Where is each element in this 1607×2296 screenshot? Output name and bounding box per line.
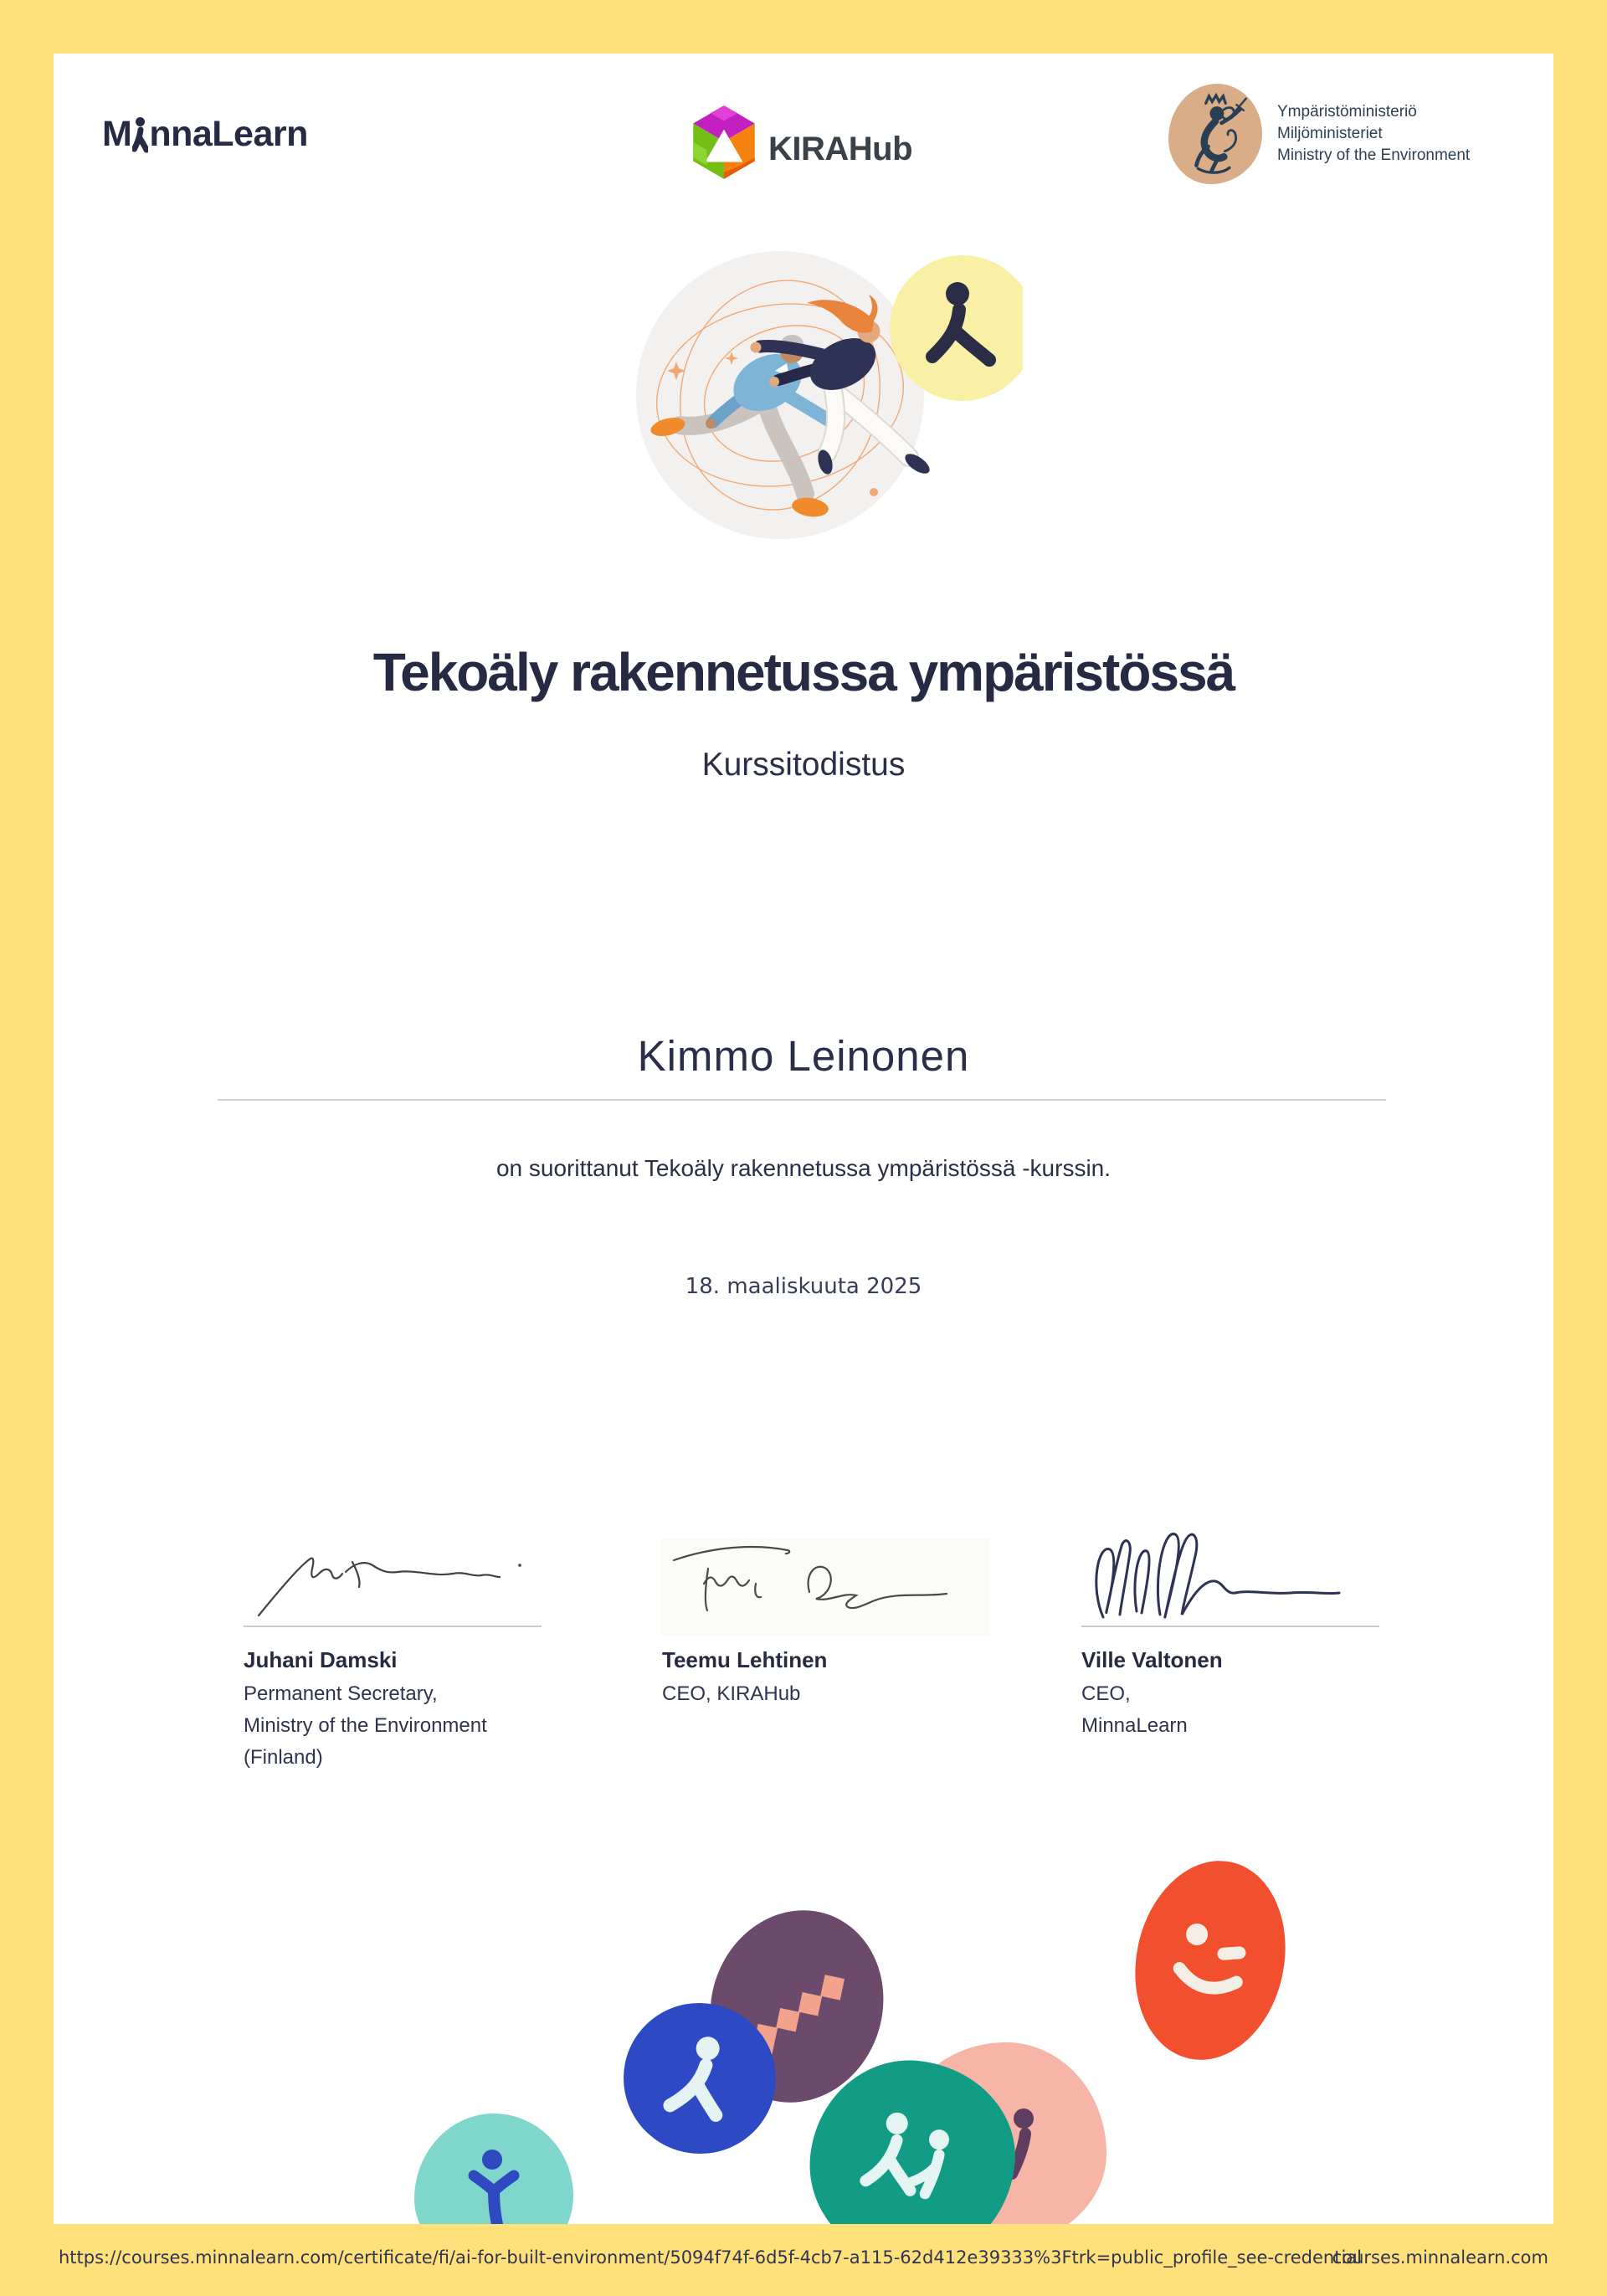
- signature-juhani-damski: [244, 1533, 542, 1626]
- signatory-name: Teemu Lehtinen: [662, 1647, 828, 1672]
- footer-bar: [0, 2224, 1607, 2296]
- signature-block-teemu-lehtinen: [662, 1490, 960, 1710]
- arms-up-person-icon: [454, 2148, 534, 2224]
- certificate-sheet: [54, 54, 1553, 2224]
- minnalearn-person-i-icon: [132, 117, 148, 154]
- runners-illustration: [621, 236, 1023, 554]
- completion-statement: on suorittanut Tekoäly rakennetussa ympäristössä -kurssin.: [495, 1155, 1112, 1181]
- minnalearn-logo: [102, 114, 308, 155]
- signature-line: [1081, 1490, 1379, 1627]
- signature-ville-valtonen: [1081, 1496, 1379, 1626]
- recipient-divider: [218, 1099, 1386, 1101]
- ministry-line-en: Ministry of the Environment: [1277, 146, 1471, 164]
- signature-block-ville-valtonen: [1081, 1490, 1379, 1742]
- recipient-name: Kimmo Leinonen: [637, 1032, 970, 1080]
- ministry-logo: [1168, 84, 1470, 184]
- kirahub-knot-icon: [688, 102, 760, 184]
- signature-teemu-lehtinen: [662, 1533, 960, 1626]
- minnalearn-logo-prefix: M: [102, 114, 132, 154]
- certificate-type: Kurssitodistus: [701, 747, 906, 783]
- signatory-role: CEO, KIRAHub: [662, 1682, 801, 1705]
- signatory-name: Juhani Damski: [244, 1647, 398, 1672]
- two-people-icon-teal: [853, 2107, 972, 2218]
- ministry-logo-text: [1277, 101, 1470, 167]
- person-blob-mint: [414, 2114, 573, 2224]
- kirahub-logo: [688, 102, 912, 184]
- signature-block-juhani-damski: [244, 1490, 542, 1774]
- signatory-role: Permanent Secretary, Ministry of the Environment (Finland): [244, 1682, 487, 1769]
- ministry-line-sv: Miljöministeriet: [1277, 125, 1383, 142]
- ministry-blob: [1168, 84, 1262, 184]
- kirahub-logo-label: KIRAHub: [768, 130, 913, 167]
- signature-line: [662, 1490, 960, 1627]
- minnalearn-logo-suffix: nnaLearn: [149, 114, 308, 154]
- ministry-line-fi: Ympäristöministeriö: [1277, 103, 1417, 121]
- person-icon-blue-blob: [649, 2025, 751, 2132]
- smiley-blob-orange: [1117, 1847, 1303, 2073]
- signature-line: [244, 1490, 542, 1627]
- signatory-role: CEO, MinnaLearn: [1081, 1682, 1188, 1737]
- finland-lion-icon: [1176, 90, 1255, 177]
- footer-domain: courses.minnalearn.com: [1332, 2247, 1548, 2268]
- certificate-url: https://courses.minnalearn.com/certificate/fi/ai-for-built-environment/5094f74f-6d5f-4cb7-a115-62d412e39333%3Ftrk=public_profile_see-credential: [59, 2247, 1363, 2268]
- completion-date: 18. maaliskuuta 2025: [685, 1274, 922, 1299]
- course-title: Tekoäly rakennetussa ympäristössä: [372, 642, 1235, 702]
- smiley-face-icon: [1140, 1887, 1281, 2034]
- signatory-name: Ville Valtonen: [1081, 1647, 1223, 1672]
